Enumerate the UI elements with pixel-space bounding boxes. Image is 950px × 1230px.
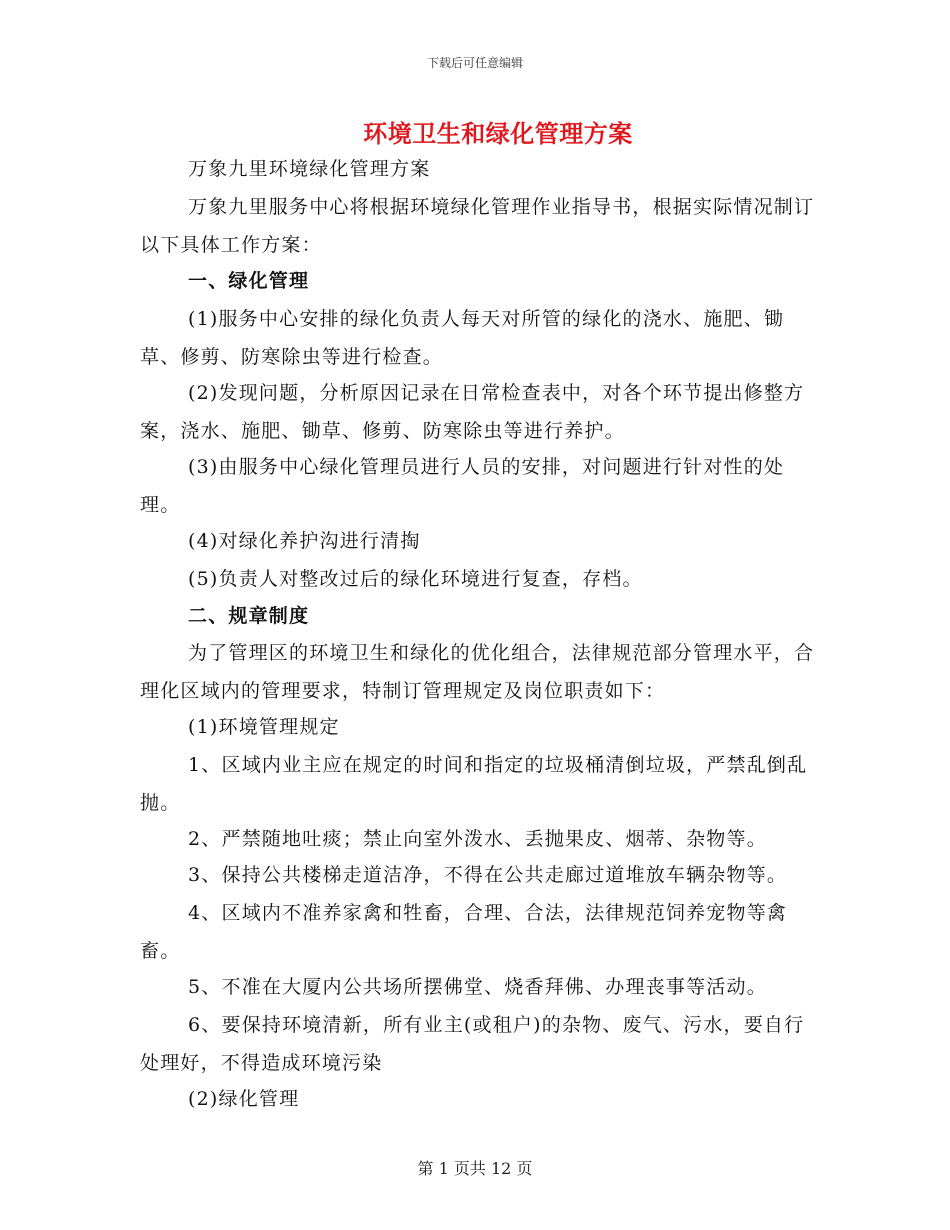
document-title: 环境卫生和绿化管理方案 bbox=[363, 119, 633, 148]
paragraph: (3)由服务中心绿化管理员进行人员的安排，对问题进行针对性的处理。 bbox=[140, 456, 785, 516]
paragraph: 万象九里环境绿化管理方案 bbox=[188, 158, 431, 180]
paragraph: 6、要保持环境清新，所有业主(或租户)的杂物、废气、污水，要自行处理好，不得造成环境污染 bbox=[140, 1014, 805, 1074]
paragraph: 为了管理区的环境卫生和绿化的优化组合，法律规范部分管理水平，合理化区域内的管理要求，特制订管理规定及岗位职责如下： bbox=[140, 642, 815, 702]
paragraph: (1)服务中心安排的绿化负责人每天对所管的绿化的浇水、施肥、锄草、修剪、防寒除虫等进行检查。 bbox=[140, 308, 785, 368]
paragraph: (2)绿化管理 bbox=[188, 1088, 300, 1110]
paragraph: (2)发现问题，分析原因记录在日常检查表中，对各个环节提出修整方案，浇水、施肥、锄草、修剪、防寒除虫等进行养护。 bbox=[140, 382, 805, 442]
page-header: 下载后可任意编辑 bbox=[426, 56, 523, 70]
paragraph: 万象九里服务中心将根据环境绿化管理作业指导书，根据实际情况制订以下具体工作方案： bbox=[140, 196, 815, 256]
paragraph: 3、保持公共楼梯走道洁净，不得在公共走廊过道堆放车辆杂物等。 bbox=[188, 864, 788, 886]
paragraph: 5、不准在大厦内公共场所摆佛堂、烧香拜佛、办理丧事等活动。 bbox=[188, 976, 767, 998]
paragraph: (1)环境管理规定 bbox=[188, 716, 340, 738]
paragraph: 1、区域内业主应在规定的时间和指定的垃圾桶清倒垃圾，严禁乱倒乱抛。 bbox=[140, 754, 808, 814]
paragraph: 2、严禁随地吐痰；禁止向室外泼水、丢抛果皮、烟蒂、杂物等。 bbox=[188, 828, 767, 850]
page-footer: 第 1 页共 12 页 bbox=[417, 1159, 533, 1178]
paragraph: 4、区域内不准养家禽和牲畜，合理、合法，法律规范饲养宠物等禽畜。 bbox=[140, 902, 788, 962]
section-heading: 二、规章制度 bbox=[188, 605, 310, 627]
paragraph: (5)负责人对整改过后的绿化环境进行复查，存档。 bbox=[188, 568, 643, 590]
paragraph: (4)对绿化养护沟进行清掏 bbox=[188, 530, 421, 552]
section-heading: 一、绿化管理 bbox=[188, 270, 310, 292]
